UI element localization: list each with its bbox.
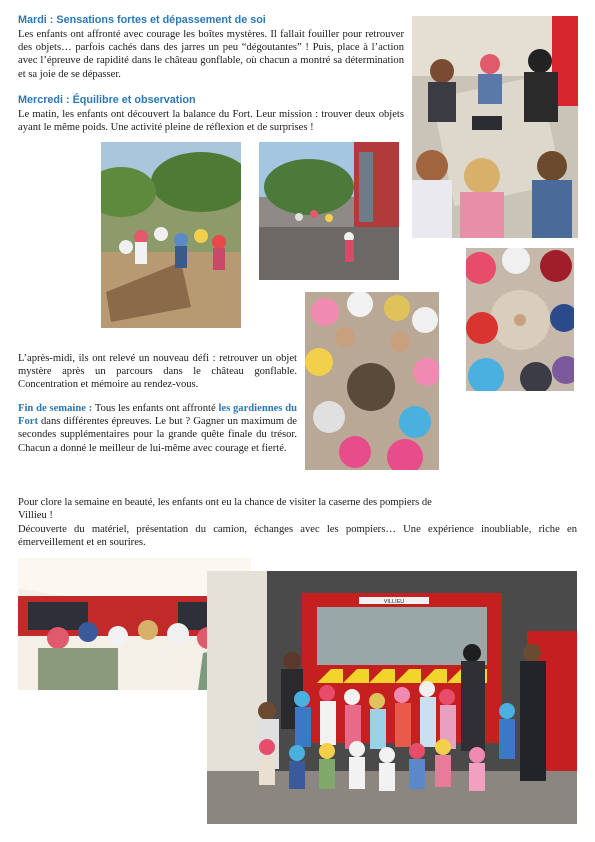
truck-plate: VILLIEU xyxy=(383,599,405,605)
photo-courtyard xyxy=(259,142,399,280)
label-fin-de-semaine: Fin de semaine : xyxy=(18,403,93,414)
paragraph-mercredi: Le matin, les enfants ont découvert la balance du Fort. Leur mission : trouver deux objets ayant le même poids. Une activité pleine de réflexion et de surprises ! xyxy=(18,109,404,134)
paragraph-pompiers-1: Pour clore la semaine en beauté, les enfants ont eu la chance de visiter la caserne des pompiers de Villieu ! xyxy=(18,497,432,522)
paragraph-fin-de-semaine xyxy=(18,402,297,455)
photo-fire-truck-group xyxy=(207,571,577,824)
paragraph-mardi: Les enfants ont affronté avec courage les boîtes mystères. Il fallait fouiller pour retrouver des objets… parfois cachés dans des jarres un peu “dégoutantes” ! Puis, place à l’action avec l’épreuve de rapidité dans le château gonflable, où chacun a montré sa détermination et sa joie de se dépasser. xyxy=(18,29,404,80)
photo-garden xyxy=(101,142,241,328)
photo-hats-circle xyxy=(305,292,439,470)
heading-mardi: Mardi : Sensations fortes et dépassement de soi xyxy=(18,14,266,26)
highlight-gardiennes: les gardiennes du Fort xyxy=(18,403,297,428)
text-fin-before: Tous les enfants ont affronté xyxy=(92,403,219,414)
photo-group-table xyxy=(412,16,578,238)
text-fin-after: dans différentes épreuves. Le but ? Gagner un maximum de secondes supplémentaires pour la grande quête finale du trésor. Chacun a donné le meilleur de lui-même avec courage et fierté. xyxy=(18,416,297,454)
paragraph-pompiers-2: Découverte du matériel, présentation du camion, échanges avec les pompiers… Une expérience inoubliable, riche en émerveillement et en sourires. xyxy=(18,524,577,549)
heading-mercredi: Mercredi : Équilibre et observation xyxy=(18,94,196,106)
photo-hands-circle xyxy=(466,248,574,391)
paragraph-apres-midi: L’après-midi, ils ont relevé un nouveau défi : retrouver un objet mystère après un parcours dans le château gonflable. Concentration et mémoire au rendez-vous. xyxy=(18,353,297,391)
